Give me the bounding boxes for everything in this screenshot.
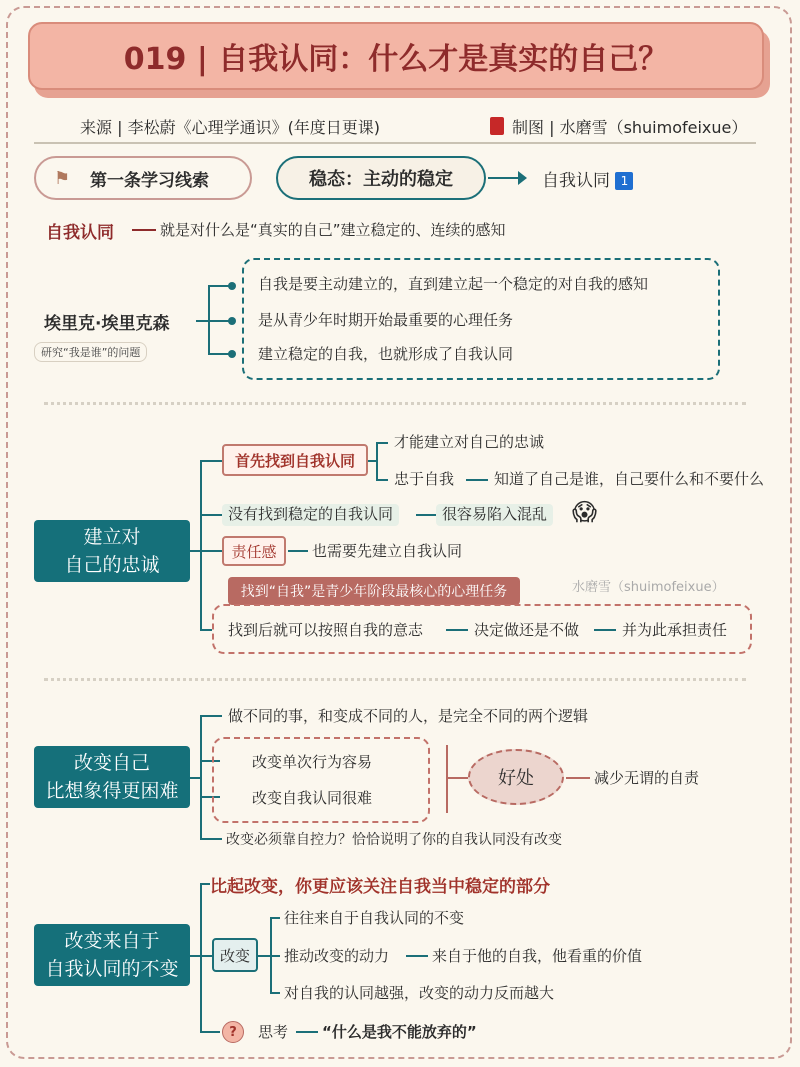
branch-line — [208, 353, 230, 355]
branch-line — [200, 460, 202, 630]
self-control-note: 改变必须靠自控力？恰恰说明了你的自我认同没有改变 — [226, 832, 562, 848]
question-icon: ? — [222, 1021, 244, 1043]
branch-line — [200, 715, 202, 839]
dash-connector — [296, 1031, 318, 1033]
arrow-head-icon — [518, 171, 527, 185]
core-task-banner: 找到“自我”是青少年阶段最核心的心理任务 — [228, 577, 520, 605]
first-a: 才能建立对自己的忠诚 — [394, 433, 545, 451]
separator-line — [446, 745, 448, 813]
branch-line — [190, 777, 200, 779]
hard-text: 改变自我认同很难 — [252, 789, 373, 807]
easy-text: 改变单次行为容易 — [252, 753, 373, 771]
divider — [34, 142, 756, 144]
first-label: 首先找到自我认同 — [222, 444, 368, 476]
branch-line — [376, 442, 378, 480]
erikson-point-3: 建立稳定的自我，也就形成了自我认同 — [258, 345, 514, 363]
branch-line — [200, 629, 212, 631]
branch-line — [258, 955, 270, 957]
dotted-divider — [44, 678, 746, 681]
branch-line — [270, 992, 280, 994]
change-item-2-detail: 来自于他的自我，他看重的价值 — [432, 947, 643, 965]
benefit-bubble: 好处 — [468, 749, 564, 805]
first-b: 忠于自我 — [394, 470, 455, 488]
benefit-text: 减少无谓的自责 — [594, 769, 700, 787]
dash-connector — [416, 514, 436, 516]
branch-line — [196, 320, 208, 322]
branch-line — [270, 917, 280, 919]
think-quote: “什么是我不能放弃的” — [322, 1023, 477, 1041]
scream-emoji-icon: 😱 — [572, 498, 598, 526]
branch-line — [190, 550, 200, 552]
branch-line — [200, 883, 210, 885]
after-b: 决定做还是不做 — [474, 621, 580, 639]
nofound-result: 很容易陷入混乱 — [436, 504, 553, 526]
erikson-point-2: 是从青少年时期开始最重要的心理任务 — [258, 311, 514, 329]
after-c: 并为此承担责任 — [622, 621, 728, 639]
credit-text: 制图 | 水磨雪（shuimofeixue） — [512, 118, 748, 137]
badge-number: 1 — [615, 172, 633, 190]
page-title: 019 | 自我认同：什么才是真实的自己？ — [28, 22, 764, 90]
source-text: 来源 | 李松蔚《心理学通识》(年度日更课) — [80, 118, 381, 137]
erikson-name: 埃里克·埃里克森 — [44, 314, 170, 334]
bullet-dot — [228, 282, 236, 290]
signpost-icon: ⚑ — [54, 167, 71, 189]
change-label: 改变 — [212, 938, 258, 972]
branch-line — [376, 479, 388, 481]
branch-line — [200, 550, 222, 552]
watermark: 水磨雪（shuimofeixue） — [572, 580, 725, 595]
arrow-line — [488, 177, 522, 179]
dash-connector — [288, 550, 308, 552]
logic-text: 做不同的事，和变成不同的人，是完全不同的两个逻辑 — [228, 707, 589, 725]
dash-connector — [446, 629, 468, 631]
branch-line — [208, 285, 230, 287]
section3-root: 改变自己 比想象得更困难 — [34, 746, 190, 808]
nofound-label: 没有找到稳定的自我认同 — [222, 504, 399, 526]
state-pill: 稳态：主动的稳定 — [276, 156, 486, 200]
section4-root: 改变来自于 自我认同的不变 — [34, 924, 190, 986]
connector — [448, 777, 468, 779]
section2-root: 建立对 自己的忠诚 — [34, 520, 190, 582]
definition-text: 就是对什么是“真实的自己”建立稳定的、连续的感知 — [160, 221, 506, 239]
branch-line — [200, 460, 222, 462]
thread-pill — [34, 156, 252, 200]
branch-line — [270, 955, 280, 957]
branch-line — [200, 715, 222, 717]
dotted-divider — [44, 402, 746, 405]
bullet-dot — [228, 317, 236, 325]
section4-headline: 比起改变，你更应该关注自我当中稳定的部分 — [210, 877, 550, 897]
branch-line — [208, 320, 230, 322]
erikson-point-1: 自我是要主动建立的，直到建立起一个稳定的对自我的感知 — [258, 275, 649, 293]
change-item-1: 往往来自于自我认同的不变 — [284, 909, 465, 927]
thread-target-text: 自我认同 — [542, 171, 610, 191]
dash-connector — [406, 955, 428, 957]
branch-line — [200, 514, 222, 516]
definition-dash — [132, 229, 156, 231]
thread-target — [542, 166, 633, 191]
branch-line — [200, 838, 222, 840]
think-label: 思考 — [258, 1023, 289, 1041]
definition-term: 自我认同 — [46, 223, 114, 243]
branch-line — [200, 883, 202, 1033]
change-item-2: 推动改变的动力 — [284, 947, 390, 965]
bullet-dot — [228, 350, 236, 358]
dash-connector — [594, 629, 616, 631]
change-item-3: 对自我的认同越强，改变的动力反而越大 — [284, 984, 555, 1002]
branch-line — [376, 442, 388, 444]
after-a: 找到后就可以按照自我的意志 — [228, 621, 424, 639]
change-box — [212, 737, 430, 823]
dash-connector — [466, 479, 488, 481]
book-icon — [490, 117, 504, 135]
resp-text: 也需要先建立自我认同 — [312, 542, 463, 560]
first-b-detail: 知道了自己是谁，自己要什么和不要什么 — [494, 470, 765, 488]
branch-line — [200, 1031, 220, 1033]
thread-label: 第一条学习线索 — [90, 170, 209, 191]
connector — [566, 777, 590, 779]
branch-line — [200, 955, 212, 957]
branch-line — [368, 460, 376, 462]
erikson-note: 研究“我是谁”的问题 — [34, 342, 147, 362]
branch-line — [190, 955, 200, 957]
resp-label: 责任感 — [222, 536, 286, 566]
